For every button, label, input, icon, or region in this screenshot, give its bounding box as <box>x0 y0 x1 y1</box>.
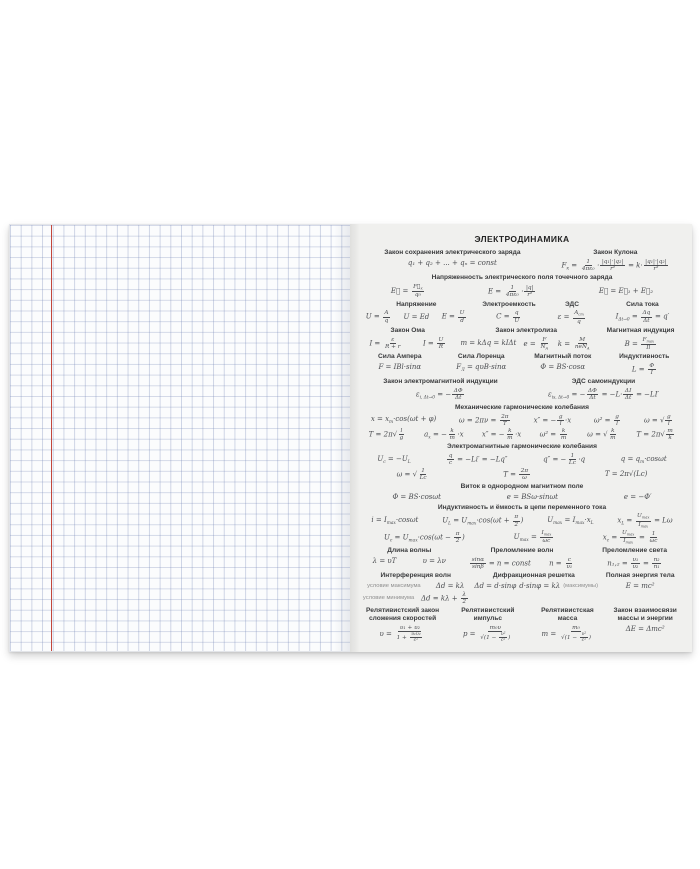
subscript: к <box>566 266 569 272</box>
fraction: m₀ √(1 − $\frac{\text{υ²}}{\text{c²}}$ ) <box>560 625 591 644</box>
formula-block <box>600 301 685 324</box>
fraction: $\frac{g}{l}$ <box>558 413 563 427</box>
formula: q″ = − $\frac{1}{Lc}$ ·q <box>543 453 586 467</box>
fraction: υ₁ + υ₂ 1 + $\frac{\text{υ₁υ₂}}{\text{c²}}$ <box>396 625 421 644</box>
formula: $q = q_m\cdot\cos\omega t$ <box>620 454 667 465</box>
formula-block <box>359 504 685 546</box>
subscript: A <box>545 346 549 351</box>
formula: n = $\frac{c}{\text{υ₁}}$ <box>549 557 573 571</box>
formula: $U_L = U_{max}\cdot\cos(\omega t$ + $\frac{\pi}{2}$ ) <box>442 514 524 528</box>
subscript: c <box>383 459 386 465</box>
fraction: $\frac{M}{neN_A}$ <box>574 336 590 351</box>
formula-block <box>474 301 544 324</box>
formula: Δd = d·sinφ <box>474 582 517 591</box>
grid-paper-page <box>9 224 350 652</box>
fraction: $\frac{\text{υ²}}{\text{c²}}$ <box>581 632 587 644</box>
formula-block <box>522 378 685 401</box>
formula-section <box>359 483 685 502</box>
subscript: max <box>543 532 552 537</box>
formula: e = −Φ′ <box>623 492 652 501</box>
margin-line <box>51 225 52 651</box>
formula-block <box>544 301 600 325</box>
fraction: $\frac{k}{m}$ <box>560 427 567 442</box>
fraction: $\frac{|q|}{\text{r²}}$ <box>525 284 534 298</box>
formula: υ = λν <box>422 557 446 565</box>
formula-line <box>361 557 458 566</box>
formula-block <box>584 547 685 570</box>
formula: T = 2π√ $\frac{m}{k}$ <box>636 427 673 442</box>
formula: e = BSω·sinωt <box>506 492 558 501</box>
formula-line <box>361 337 454 350</box>
fraction: $\frac{1}{\omega c}$ <box>649 530 658 544</box>
formula-line <box>361 259 544 268</box>
formula: C = $\frac{q}{U}$ <box>496 310 520 324</box>
fraction: $\frac{2\pi}{\omega}$ <box>520 467 529 481</box>
subscript: L <box>590 520 594 526</box>
formula-line <box>361 625 444 643</box>
formula: ω² = $\frac{k}{m}$ <box>539 427 567 442</box>
formula: $\varepsilon_{i, \Delta t\to 0}$ = − $\frac{\Delta\Phi}{\Delta t}$ <box>415 388 463 402</box>
fraction: $\frac{U_{max}}{I_{max}}$ <box>637 513 650 529</box>
formula-line <box>361 310 472 323</box>
formula: $a_x$ = − $\frac{k}{m}$ ·x <box>424 427 464 442</box>
formula-block-title: Напряженность электрического поля точечного заряда <box>431 274 613 282</box>
formulas-page <box>350 224 692 652</box>
subscript: max <box>467 522 477 528</box>
formula-line <box>474 582 599 591</box>
formula-section <box>359 443 685 481</box>
fraction: $\frac{\pi}{2}$ <box>514 514 519 528</box>
subscript: is, Δt→0 <box>551 395 570 401</box>
formula-block-title: Электроемкость <box>482 300 536 308</box>
formula-block-title: ЭДС самоиндукции <box>571 378 636 386</box>
subscript: max <box>386 520 396 526</box>
formula-caption: условие максимума <box>367 583 421 590</box>
formula-line <box>476 310 542 323</box>
fraction: $\frac{\Delta\Phi}{\Delta t}$ <box>453 388 463 402</box>
subscript: max <box>553 520 563 526</box>
formula-line <box>361 468 683 481</box>
formula-line <box>524 388 683 401</box>
formula-line <box>361 284 683 298</box>
formula-block-title: Сила Лоренца <box>457 353 505 361</box>
formula-block <box>472 572 599 591</box>
page-title: ЭЛЕКТРОДИНАМИКА <box>474 234 570 244</box>
fraction: $\frac{A_{ст}}{q}$ <box>574 310 584 325</box>
formula-block-title: Сила тока <box>626 300 659 308</box>
formula-section <box>359 301 685 325</box>
formula-block <box>359 353 441 372</box>
fraction: $\frac{k}{m}$ <box>449 427 455 442</box>
formula: U = $\frac{A}{q}$ <box>365 310 389 324</box>
formula-section <box>359 572 685 605</box>
formula: T = 2π√ $\frac{l}{g}$ <box>368 427 404 442</box>
subscript: i, Δt→0 <box>419 395 436 401</box>
formula-section <box>359 607 685 643</box>
formula: x″ = − $\frac{g}{l}$ ·x <box>533 413 572 427</box>
formula: $I_{\Delta t\to 0}$ = $\frac{\Delta q}{\Delta t}$ = q′ <box>615 310 670 324</box>
fraction: $\frac{g}{l}$ <box>666 413 671 427</box>
formula: I = $\frac{\varepsilon}{R + r}$ <box>369 336 401 350</box>
formula: e = $\frac{F}{N_A}$ <box>523 336 549 351</box>
formula-block-title: Виток в однородном магнитном поле <box>460 482 584 490</box>
formula: ω² = $\frac{g}{l}$ <box>593 413 619 427</box>
formula-section <box>359 274 685 298</box>
fraction: $\frac{1}{Lc}$ <box>568 453 576 467</box>
formula-line <box>458 337 594 351</box>
formula-line <box>602 310 683 323</box>
subscript: max <box>641 516 650 521</box>
subscript: L <box>407 459 411 465</box>
formula-block <box>605 607 685 634</box>
subscript: L <box>621 522 625 528</box>
formula-block <box>522 353 604 372</box>
formula-block-title: Релятивистский закон сложения скоростей <box>366 607 440 623</box>
formula: E⃗ = E⃗₁ + E⃗₂ <box>598 286 654 295</box>
formula-line <box>607 625 683 634</box>
formula: $U_c = U_{max}\cdot\cos(\omega t$ − $\frac{\pi}{2}$ ) <box>383 530 465 544</box>
formula: ΔE = Δmc² <box>625 625 665 634</box>
fraction: $\frac{\text{υ₁}}{\text{υ₂}}$ <box>632 557 639 571</box>
formula-block-title: Электромагнитные гармонические колебания <box>447 443 597 451</box>
formula: ω = √ $\frac{1}{Lc}$ <box>396 467 427 481</box>
formula-block-title: Закон взаимосвязи массы и энергии <box>613 607 677 623</box>
formula-line <box>448 625 527 643</box>
formula-line <box>361 513 683 528</box>
formula-block-title: Релятивистский импульс <box>461 607 515 623</box>
fraction: $\frac{I_{max}}{\omega c}$ <box>541 530 552 545</box>
formula: B = $\frac{F_{max}}{Il}$ <box>624 336 655 351</box>
formula-block <box>546 249 685 272</box>
formula-block <box>359 572 472 605</box>
formula-block <box>359 483 685 502</box>
fraction: $\frac{c}{\text{υ₁}}$ <box>566 557 573 571</box>
formula: x″ = − $\frac{k}{m}$ ·x <box>481 427 522 442</box>
formula-line <box>598 337 683 351</box>
subscript: max <box>646 339 655 344</box>
fraction: $\frac{\text{υ²}}{\text{c²}}$ <box>500 632 506 644</box>
fraction: $\frac{\pi}{2}$ <box>455 530 460 544</box>
formula-sections <box>357 249 687 644</box>
formula-line <box>361 453 683 466</box>
formula: $F_Л = q\upsilon B\cdot\sin\alpha$ <box>456 362 507 373</box>
fraction: $\frac{1}{Lc}$ <box>419 467 427 481</box>
fraction: $\frac{1}{\text{4πε₀}}$ <box>581 258 595 273</box>
formula-line <box>361 414 683 427</box>
formula: E = $\frac{1}{\text{4πε₀}}$ · $\frac{|q|}{\text{r²}}$ <box>487 284 534 298</box>
formula-block <box>456 327 596 351</box>
formula: ω = √ $\frac{k}{m}$ <box>587 427 616 442</box>
formula: $U_{max}$ = $\frac{I_{max}}{\omega c}$ <box>513 530 552 545</box>
formula-block <box>359 378 522 401</box>
formula-line <box>361 592 470 605</box>
formula-section <box>359 547 685 570</box>
formula: υ = υ₁ + υ₂ 1 + $\frac{\text{υ₁υ₂}}{\text{c²}}$ <box>380 625 426 643</box>
formula-block-title: Полная энергия тела <box>605 572 675 580</box>
subscript: A <box>586 346 590 351</box>
fraction: $\frac{\Delta q}{\Delta t}$ <box>642 310 651 324</box>
fraction: $\frac{m}{k}$ <box>667 427 673 442</box>
fraction: $\frac{\Delta I}{\Delta t}$ <box>624 388 632 402</box>
formula-line <box>462 557 583 570</box>
formula-block-title: Индуктивность и ёмкость в цепи переменного тока <box>437 503 607 511</box>
formula-block <box>359 301 474 324</box>
formula-block <box>460 547 585 570</box>
formula: m = kΔq = kIΔt <box>460 339 517 348</box>
formula: E = $\frac{U}{d}$ <box>441 310 465 324</box>
fraction: $\frac{U_{max}}{I_{max}}$ <box>621 529 635 545</box>
formula-section <box>359 327 685 351</box>
formula: ω = 2πν = $\frac{2\pi}{T}$ <box>458 413 509 427</box>
fraction: $\frac{2\pi}{T}$ <box>501 413 509 427</box>
formula: $\frac{q}{c}$ = −Li′ = −Lq″ <box>448 453 508 467</box>
formula-block-title: Магнитная индукция <box>606 326 675 334</box>
subscript: x <box>428 435 431 441</box>
subscript: max <box>519 538 529 544</box>
formula-block-title: Релятивистская масса <box>541 607 594 623</box>
formula-block-title: Закон электромагнитной индукции <box>383 378 498 386</box>
formula-line <box>361 363 439 372</box>
fraction: $\frac{\text{υ₁υ₂}}{\text{c²}}$ <box>411 632 421 644</box>
fraction: $\frac{F}{N_A}$ <box>540 336 549 351</box>
formula-section <box>359 353 685 376</box>
formula-block-title: Индуктивность <box>619 353 670 361</box>
subscript: max <box>408 538 418 544</box>
fraction: $\frac{U}{d}$ <box>459 310 465 324</box>
formula-line <box>361 428 683 441</box>
fraction: $\frac{\Phi}{I}$ <box>649 362 655 377</box>
subscript: ст <box>578 313 584 318</box>
formula-line <box>443 363 521 373</box>
formula-caption: (максимумы) <box>563 583 599 590</box>
formula: ω = √ $\frac{g}{l}$ <box>644 413 671 427</box>
formula-line <box>548 259 683 272</box>
subscript: c <box>606 538 610 544</box>
formula-line <box>586 557 683 570</box>
fraction: $\frac{U}{R}$ <box>438 336 444 350</box>
formula-block <box>359 443 685 481</box>
formula: p = m₀υ √(1 − $\frac{\text{υ²}}{\text{c²}}$ ) <box>462 625 511 644</box>
formula-block <box>530 607 606 643</box>
formula-block <box>359 327 456 350</box>
subscript: L <box>448 522 451 528</box>
fraction: $\frac{\varepsilon}{R + r}$ <box>385 336 401 350</box>
subscript: max <box>640 524 649 529</box>
fraction: $\frac{q}{U}$ <box>514 310 520 324</box>
fraction: $\frac{l}{g}$ <box>399 427 404 442</box>
formula: T = 2π√(Lc) <box>604 469 648 478</box>
formula-caption: условие минимума <box>362 595 415 602</box>
formula-block <box>595 572 685 591</box>
formula-block-title: Магнитный поток <box>534 353 592 361</box>
formula: $x_L$ = $\frac{U_{max}}{I_{max}}$ = Lω <box>617 513 673 529</box>
formula: E = mc² <box>625 582 655 591</box>
formula-block-title: Закон сохранения электрического заряда <box>384 249 521 256</box>
fraction: $\frac{k}{m}$ <box>610 427 616 442</box>
formula-block <box>359 404 685 442</box>
formula: n₁,₂ = $\frac{\text{υ₁}}{\text{υ₂}}$ = $\frac{\text{n₂}}{\text{n₁}}$ <box>607 557 660 571</box>
fraction: $\frac{\text{n₂}}{\text{n₁}}$ <box>653 557 660 571</box>
formula-block <box>604 353 686 376</box>
formula-block-title: ЭДС <box>564 300 579 308</box>
formula-block-title: Закон Кулона <box>593 249 638 256</box>
formula: $U_c = -U_L$ <box>377 454 411 465</box>
formula: $x = x_m\cdot\cos(\omega t + \varphi)$ <box>370 415 437 425</box>
subscript: m <box>640 459 645 465</box>
formula-block-title: Закон Ома <box>390 326 425 334</box>
formula-block-title: Напряжение <box>396 300 437 308</box>
formula: q₁ + q₂ + ... + qₙ = const <box>407 258 497 267</box>
fraction: m₀υ √(1 − $\frac{\text{υ²}}{\text{c²}}$ ) <box>480 625 511 644</box>
formula-block-title: Дифракционная решетка <box>492 572 575 580</box>
fraction: $\frac{\text{|q₁|·|q₂|}}{\text{r²}}$ <box>601 258 624 273</box>
fraction: $\frac{\text{|q₁|·|q₂|}}{\text{r²}}$ <box>645 258 667 273</box>
formula-line <box>361 582 470 591</box>
fraction: $\frac{F_{max}}{Il}$ <box>642 336 655 351</box>
formula-line <box>361 493 683 502</box>
formula-block <box>359 607 446 643</box>
formula-block-title: Сила Ампера <box>378 353 422 361</box>
formula-block-title: Механические гармонические колебания <box>455 403 589 411</box>
formula-block-title: Интерференция волн <box>380 572 451 580</box>
formula-section <box>359 504 685 546</box>
formula-block <box>446 607 529 643</box>
formula: λ = υT <box>372 557 397 565</box>
formula: Φ = BS·cosα <box>540 362 586 371</box>
formula-section <box>359 249 685 272</box>
formula: L = $\frac{\Phi}{I}$ <box>631 362 655 377</box>
formula-block-title: Длина волны <box>387 547 432 555</box>
formula: Δd = kλ + $\frac{\lambda}{2}$ <box>421 592 467 606</box>
formula: $x_c$ = $\frac{U_{max}}{I_{max}}$ = $\frac{1}{\omega c}$ <box>602 529 658 545</box>
formula: k = $\frac{M}{neN_A}$ <box>557 336 590 351</box>
formula-section <box>359 378 685 401</box>
formula: d·sinφ = kλ <box>519 582 561 591</box>
formula-block <box>359 249 546 268</box>
subscript: c <box>389 538 393 544</box>
fraction: $\frac{1}{\text{4πε₀}}$ <box>505 284 519 298</box>
formula-section <box>359 404 685 442</box>
fraction: $\frac{k}{m}$ <box>507 427 513 442</box>
fraction: $\frac{\lambda}{2}$ <box>462 592 467 606</box>
formula: $\varepsilon_{is, \Delta t\to 0}$ = − $\frac{\Delta\Phi}{\Delta t}$ = −L· $\frac{\Delta I}{\Delta t}$ = −LI′ <box>547 388 660 402</box>
subscript: max <box>626 532 635 537</box>
formula-block-title: Закон электролиза <box>495 326 558 334</box>
formula-line <box>524 363 602 372</box>
fraction: $\frac{q}{c}$ <box>448 453 453 467</box>
formula: I = $\frac{U}{R}$ <box>422 336 444 350</box>
subscript: Л <box>461 367 465 373</box>
fraction: $\frac{\sin\alpha}{\sin\beta}$ <box>471 557 485 571</box>
formula: F = IBl·sinα <box>378 362 422 371</box>
formula-line <box>597 582 683 591</box>
formula-line <box>546 310 598 324</box>
formula: $U_{max} = I_{max}\cdot x_L$ <box>547 515 594 526</box>
formula-block <box>359 274 685 298</box>
formula: $i = I_{max}\cdot\cos\omega t$ <box>371 515 419 526</box>
formula: m = m₀ √(1 − $\frac{\text{υ²}}{\text{c²}}$ ) <box>541 625 591 644</box>
formula: ε = $\frac{A_{ст}}{q}$ <box>557 310 584 325</box>
formula-block <box>596 327 685 351</box>
formula: E⃗ = $\frac{F⃗_к}{\text{q₀}}$ <box>390 284 423 299</box>
subscript: m <box>389 419 394 425</box>
formula-block <box>359 547 460 566</box>
subscript: max <box>625 540 633 545</box>
subscript: Δt→0 <box>618 318 630 324</box>
formula-line <box>361 530 683 545</box>
fraction: $\frac{F⃗_к}{\text{q₀}}$ <box>413 284 423 299</box>
formula-line <box>532 625 604 643</box>
formula: Δd = kλ <box>435 582 465 591</box>
formula: $F_к$ = $\frac{1}{\text{4πε₀}}$ · $\frac{\text{|q₁|·|q₂|}}{\text{r²}}$ = k· $\frac{\text{|q₁|·|q₂|}}{\text{r²}}$ <box>561 258 667 273</box>
formula-block-title: Преломление света <box>602 547 668 555</box>
subscript: к <box>420 286 423 291</box>
formula: Φ = BS·cosωt <box>392 492 441 501</box>
formula-line <box>606 363 684 376</box>
formula: U = Ed <box>403 312 430 321</box>
fraction: $\frac{g}{l}$ <box>615 413 619 427</box>
formula-block-title: Преломление волн <box>490 547 554 555</box>
formula-line <box>361 388 520 401</box>
fraction: $\frac{\Delta\Phi}{\Delta t}$ <box>588 388 597 402</box>
subscript: max <box>575 520 585 526</box>
formula: $\frac{\sin\alpha}{\sin\beta}$ = n = const <box>471 557 531 571</box>
fraction: $\frac{A}{q}$ <box>384 310 389 324</box>
formula-block <box>441 353 523 373</box>
notebook-spread <box>9 224 692 652</box>
formula: T = $\frac{2\pi}{\omega}$ <box>503 467 529 481</box>
